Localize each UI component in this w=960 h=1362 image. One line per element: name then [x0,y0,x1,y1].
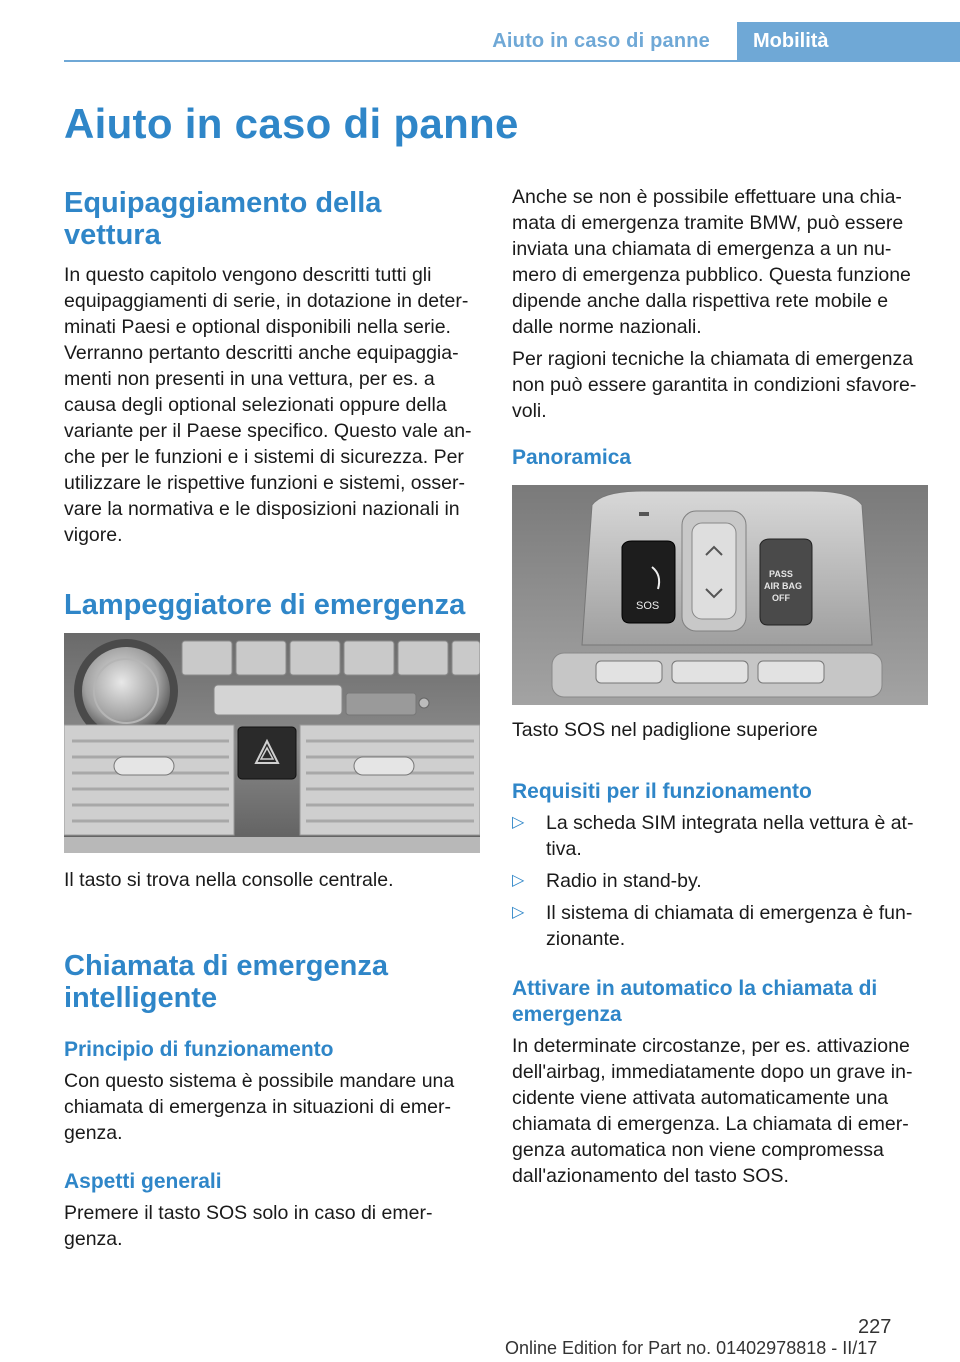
airbag-label-pass: PASS [769,569,793,579]
page-number: 227 [858,1316,892,1338]
auto-call-paragraph: In determinate circostanze, per es. attivazione dell'airbag, immediatamente dopo un grave in-cidente viene attivata automaticamente una chiamata di emergenza. La chiamata di emer-genza automatica non viene compromessa dall'azionamento del tasto SOS. [512,1035,913,1187]
sos-button-figure [512,485,928,705]
smart-call-heading: Chiamata di emergenza intelligente [64,950,388,1014]
hazard-button-figure [64,633,480,853]
auto-call-heading: Attivare in automatico la chiamata di emergenza [512,977,878,1026]
sos-label: SOS [636,600,660,612]
general-paragraph: Premere il tasto SOS solo in caso di emer-genza. [64,1202,433,1250]
airbag-label-airbag: AIR BAG [764,581,802,591]
equipment-paragraph: In questo capitolo vengono descritti tutti gli equipaggiamenti di serie, in dotazione in deter-minati Paesi e optional disponibili nella serie. Verranno pertanto descritti anche equipaggia-menti non presenti in una vettura, per es. a causa degli optional selezionati oppure della variante per il Paese specifico. Questo vale an-che per le funzioni e i sistemi di sicurezza. Per utilizzare le rispettive funzioni e sistemi, osser-vare la normativa e le disposizioni nazionali in vigore. [64,264,472,546]
tech-paragraph: Per ragioni tecniche la chiamata di emergenza non può essere garantita in condizioni sfavore-voli. [512,348,917,422]
page-title: Aiuto in caso di panne [64,100,519,147]
requirements-heading: Requisiti per il funzionamento [512,780,812,803]
header-section-title: Aiuto in caso di panne [492,30,710,52]
principle-paragraph: Con questo sistema è possibile mandare una chiamata di emergenza in situazioni di emer-genza. [64,1070,455,1144]
intro-paragraph: Anche se non è possibile effettuare una chia-mata di emergenza tramite BMW, può essere inviata una chiamata di emergenza a un nu-mero di emergenza pubblico. Questa funzione dipende anche dalla rispettiva rete mobile e dalle norme nazionali. [512,186,911,338]
triangle-bullet-icon: ▷ [512,904,525,921]
overview-caption: Tasto SOS nel padiglione superiore [512,719,818,741]
overview-heading: Panoramica [512,446,632,469]
principle-heading: Principio di funzionamento [64,1038,334,1061]
header-chapter-tab: Mobilità [737,22,960,62]
general-heading: Aspetti generali [64,1170,222,1193]
hazard-caption: Il tasto si trova nella consolle centrale. [64,869,394,891]
hazard-heading: Lampeggiatore di emergenza [64,589,466,621]
airbag-label-off: OFF [772,593,790,603]
triangle-bullet-icon: ▷ [512,814,525,831]
overhead-console-illustration [512,485,928,705]
footer-edition: Online Edition for Part no. 01402978818 - II/17 [505,1338,878,1358]
header-rule [64,60,960,62]
triangle-bullet-icon: ▷ [512,872,525,889]
center-console-illustration [64,633,480,853]
equipment-heading: Equipaggiamento della vettura [64,187,382,251]
